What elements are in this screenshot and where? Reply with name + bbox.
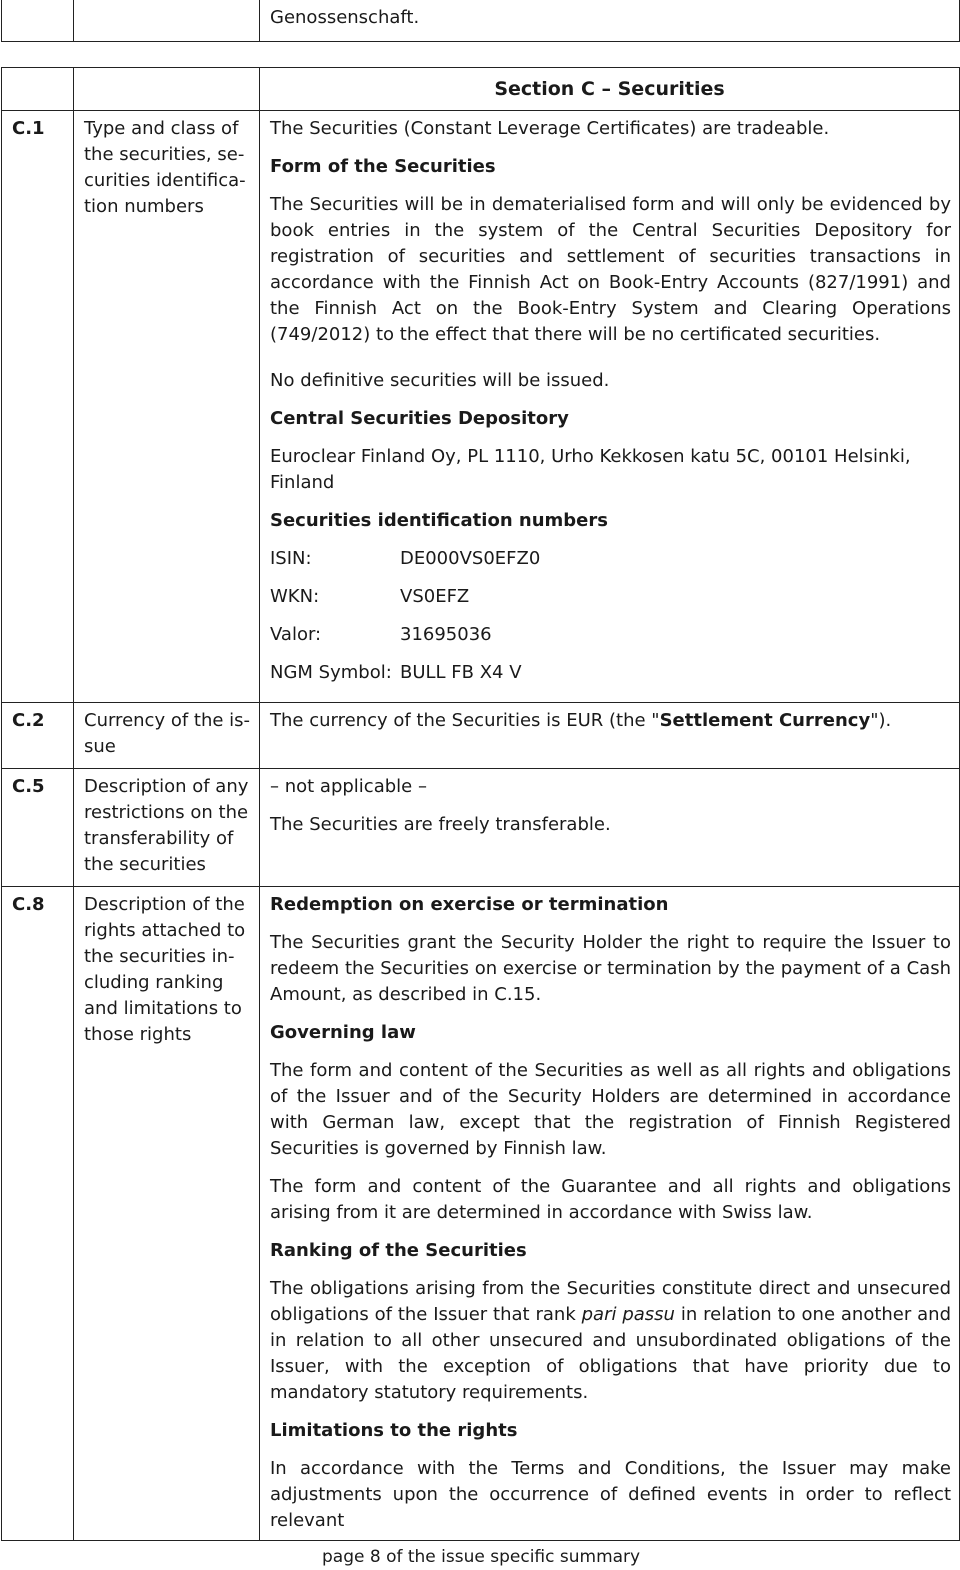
tradeable-text: The Securities (Constant Leverage Certificates) are tradeable.	[270, 118, 830, 139]
settlement-currency-term: Settlement Currency	[659, 710, 871, 731]
id-key: ISIN:	[270, 548, 312, 569]
top-label-cell	[74, 0, 260, 42]
id-row-wkn	[270, 584, 951, 610]
pari-passu-term: pari passu	[581, 1304, 675, 1325]
id-row-valor	[270, 622, 951, 648]
currency-text	[270, 708, 951, 734]
row-number: C.1	[2, 111, 74, 703]
limitations-heading: Limitations to the rights	[270, 1420, 518, 1441]
section-header: Section C – Securities	[260, 68, 960, 111]
csd-text: Euroclear Finland Oy, PL 1110, Urho Kekkosen katu 5C, 00101 Helsinki, Finland	[270, 446, 911, 493]
row-label	[74, 703, 260, 769]
id-key: WKN:	[270, 586, 320, 607]
top-continuation-text: Genossenschaft.	[270, 7, 420, 28]
transferable-text: The Securities are freely transferable.	[270, 814, 611, 835]
row-content-c2	[260, 703, 960, 769]
no-definitive-text: No definitive securities will be issued.	[270, 370, 610, 391]
guarantee-law-text: The form and content of the Guarantee and all rights and obligations arising from it are determined in accordance with Swiss law.	[270, 1176, 951, 1223]
row-content-c1	[260, 111, 960, 703]
row-c2	[2, 703, 960, 769]
ranking-text-before: The obligations arising from the Securities constitute direct and unsecured obligations of the Issuer that rank	[270, 1278, 951, 1325]
ranking-heading: Ranking of the Securities	[270, 1240, 527, 1261]
row-label	[74, 111, 260, 703]
id-row-ngm	[270, 660, 951, 686]
id-value: 31695036	[400, 624, 492, 645]
top-num-cell	[2, 0, 74, 42]
ranking-text-after: in relation to one another and in relation to all other unsecured and unsubordinated obligations of the Issuer, with the exception of obligations that have priority due to mandatory statutory requirements.	[270, 1304, 952, 1403]
currency-text-before: The currency of the Securities is EUR (the "	[270, 710, 660, 731]
header-blank-cell	[2, 68, 74, 111]
ranking-text	[270, 1276, 951, 1406]
section-c-table	[1, 67, 960, 1541]
limitations-text: In accordance with the Terms and Conditions, the Issuer may make adjustments upon the occurrence of defined events in order to reflect relevant	[270, 1458, 951, 1531]
id-key: NGM Symbol:	[270, 662, 392, 683]
row-label-text: Description of the rights attached to the securities in- cluding ranking and limitations to those rights	[84, 894, 246, 1045]
id-value: VS0EFZ	[400, 586, 470, 607]
row-number: C.2	[2, 703, 74, 769]
page-footer: page 8 of the issue specific summary	[322, 1547, 641, 1567]
csd-heading: Central Securities Depository	[270, 408, 569, 429]
row-number: C.5	[2, 769, 74, 887]
row-label-text: Currency of the is- sue	[84, 710, 251, 757]
row-label-text: Description of any restrictions on the transferability of the securities	[84, 776, 249, 875]
row-label	[74, 769, 260, 887]
header-blank-cell-2	[74, 68, 260, 111]
ids-heading: Securities identification numbers	[270, 510, 608, 531]
row-label-text: Type and class of the securities, se- curities identifica- tion numbers	[84, 118, 246, 217]
form-heading: Form of the Securities	[270, 156, 496, 177]
row-content-c5	[260, 769, 960, 887]
id-row-isin	[270, 546, 951, 572]
row-number: C.8	[2, 887, 74, 1541]
top-fragment-table	[1, 0, 960, 42]
id-value: BULL FB X4 V	[400, 662, 522, 683]
redemption-text: The Securities grant the Security Holder the right to require the Issuer to redeem the Securities on exercise or termination by the payment of a Cash Amount, as described in C.15.	[270, 932, 951, 1005]
currency-text-after: ").	[870, 710, 892, 731]
row-c5	[2, 769, 960, 887]
governing-law-heading: Governing law	[270, 1022, 416, 1043]
row-c8	[2, 887, 960, 1541]
id-value: DE000VS0EFZ0	[400, 548, 541, 569]
redemption-heading: Redemption on exercise or termination	[270, 894, 669, 915]
not-applicable-text: – not applicable –	[270, 776, 427, 797]
row-c1	[2, 111, 960, 703]
governing-law-text: The form and content of the Securities as well as all rights and obligations of the Issuer and of the Security Holders are determined in accordance with German law, except that the registration of Finnish Registered Securities is governed by Finnish law.	[270, 1060, 951, 1159]
top-content-cell	[260, 0, 960, 42]
form-text: The Securities will be in dematerialised form and will only be evidenced by book entries in the system of the Central Securities Depository for registration of securities and settlement of securities transactions in accordance with the Finnish Act on Book-Entry Accounts (827/1991) and the Finnish Act on the Book-Entry System and Clearing Operations (749/2012) to the effect that there will be no certificated securities.	[270, 194, 951, 345]
row-label	[74, 887, 260, 1541]
id-key: Valor:	[270, 624, 322, 645]
row-content-c8	[260, 887, 960, 1541]
